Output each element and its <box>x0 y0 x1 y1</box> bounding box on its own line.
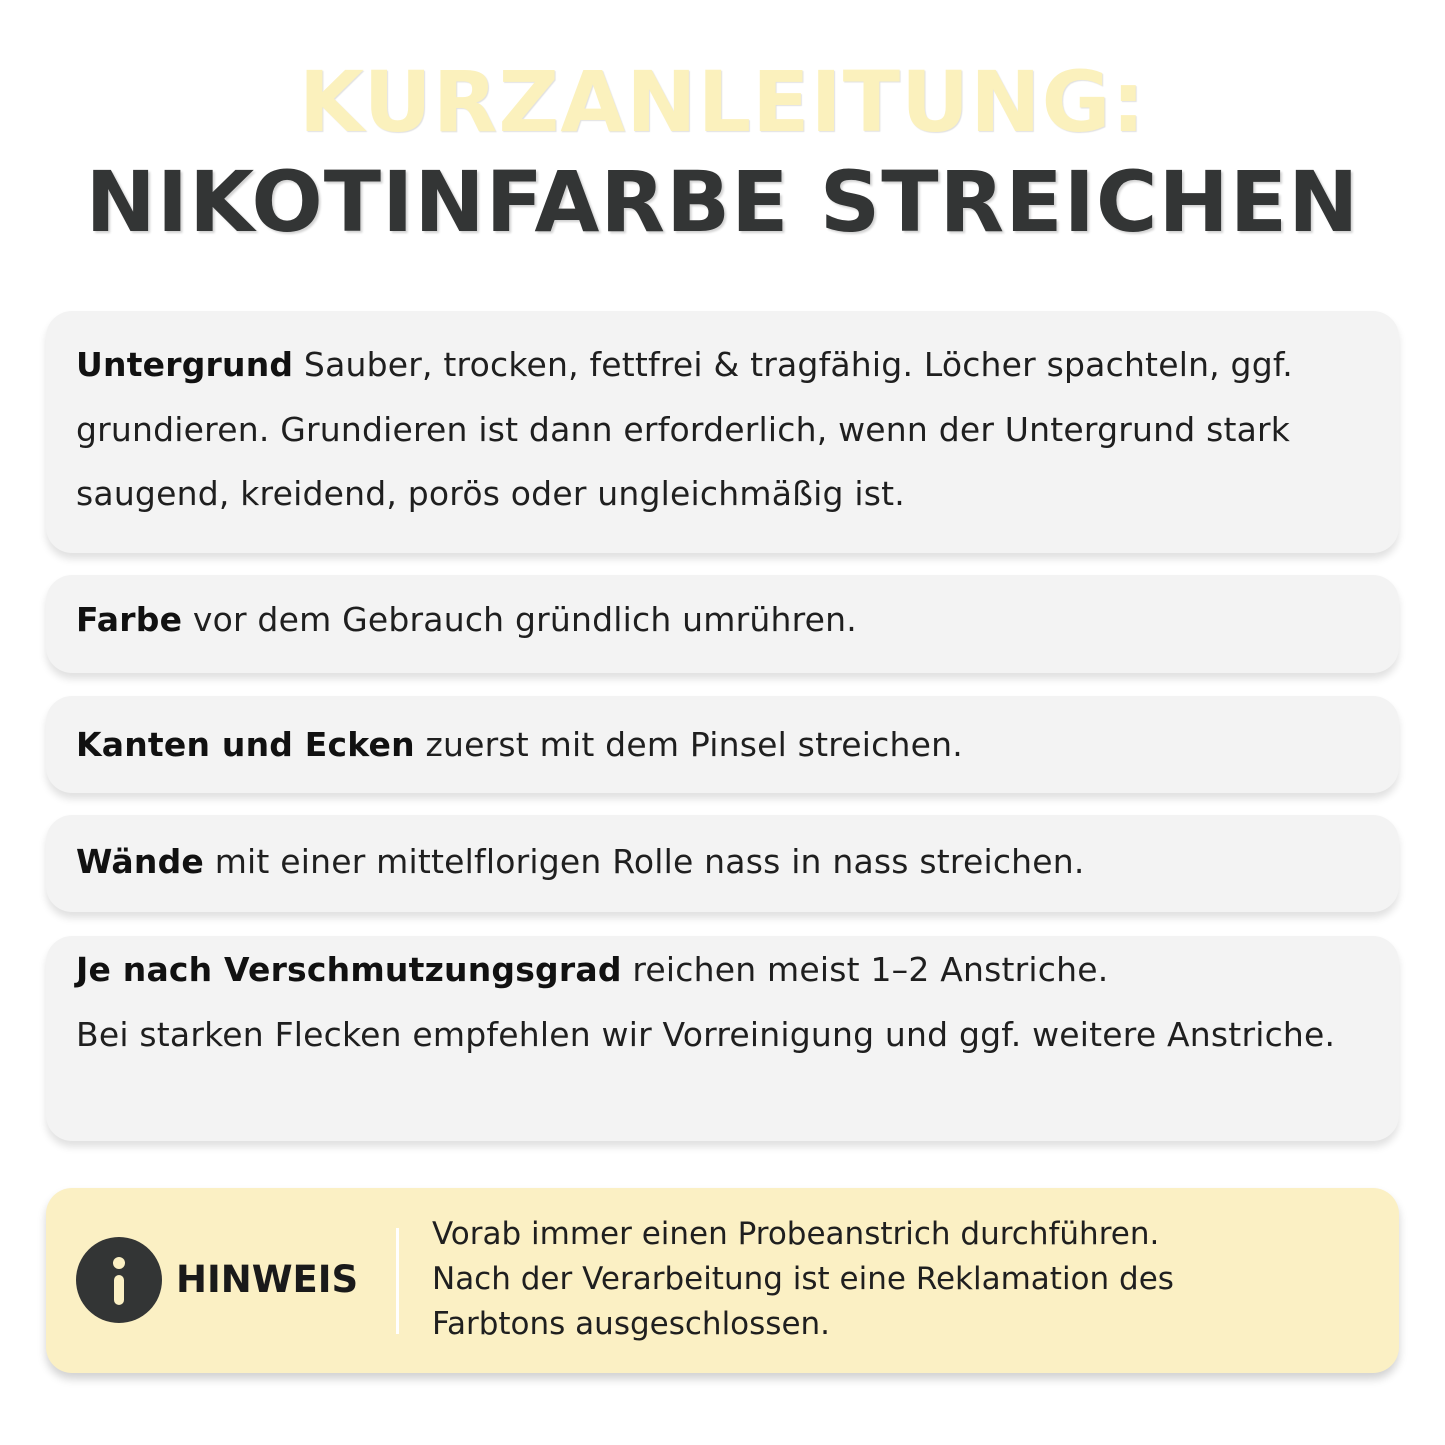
step-heading: Wände <box>76 842 204 881</box>
step-text: Sauber, trocken, fettfrei & tragfähig. Löcher spachteln, ggf. grundieren. Grundieren ist dann erforderlich, wenn der Untergrund stark saugend, kreidend, porös oder ungleichmäßig ist. <box>76 345 1293 513</box>
step-card-waende <box>46 815 1399 912</box>
step-text: vor dem Gebrauch gründlich umrühren. <box>182 600 857 639</box>
hinweis-line: Vorab immer einen Probeanstrich durchführen. <box>432 1216 1160 1252</box>
step-text: mit einer mittelflorigen Rolle nass in nass streichen. <box>204 842 1085 881</box>
info-icon <box>76 1237 162 1323</box>
step-card-anstriche <box>46 936 1399 1141</box>
hinweis-line: Nach der Verarbeitung ist eine Reklamation des <box>432 1261 1174 1297</box>
step-text: zuerst mit dem Pinsel streichen. <box>414 725 963 764</box>
step-card-kanten <box>46 696 1399 793</box>
title-line-kurzanleitung: KURZANLEITUNG: <box>298 53 1147 151</box>
step-card-untergrund <box>46 311 1399 553</box>
title-line-main: NIKOTINFARBE STREICHEN <box>85 153 1360 251</box>
step-heading: Je nach Verschmutzungsgrad <box>76 950 622 989</box>
hinweis-box <box>46 1188 1399 1373</box>
hinweis-line: Farbtons ausgeschlossen. <box>432 1306 831 1342</box>
step-card-farbe <box>46 575 1399 673</box>
step-heading: Farbe <box>76 600 183 639</box>
divider <box>396 1228 399 1334</box>
step-text-secondary: Bei starken Flecken empfehlen wir Vorreinigung und ggf. weitere Anstriche. <box>76 1014 1336 1054</box>
hinweis-text <box>432 1212 1382 1347</box>
step-heading: Kanten und Ecken <box>76 725 415 764</box>
step-heading: Untergrund <box>76 345 294 384</box>
page-title <box>0 52 1445 252</box>
step-text: reichen meist 1–2 Anstriche. <box>621 950 1109 989</box>
hinweis-label: HINWEIS <box>176 1258 359 1301</box>
